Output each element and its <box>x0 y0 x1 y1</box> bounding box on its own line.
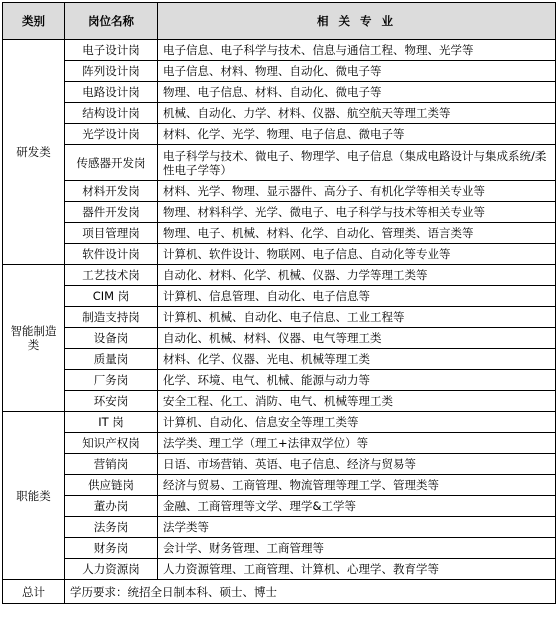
recruitment-table <box>2 2 556 604</box>
position-cell: 人力资源岗 <box>65 559 158 580</box>
major-cell: 计算机、自动化、信息安全等理工类等 <box>158 412 556 433</box>
position-cell: 法务岗 <box>65 517 158 538</box>
major-cell: 材料、光学、物理、显示器件、高分子、有机化学等相关专业等 <box>158 181 556 202</box>
position-cell: 董办岗 <box>65 496 158 517</box>
table-row <box>3 265 556 286</box>
major-cell: 人力资源管理、工商管理、计算机、心理学、教育学等 <box>158 559 556 580</box>
table-row <box>3 349 556 370</box>
position-cell: 厂务岗 <box>65 370 158 391</box>
major-cell: 化学、环境、电气、机械、能源与动力等 <box>158 370 556 391</box>
education-requirement: 学历要求：统招全日制本科、硕士、博士 <box>65 580 556 604</box>
major-cell: 安全工程、化工、消防、电气、机械等理工类 <box>158 391 556 412</box>
table-row <box>3 454 556 475</box>
header-category: 类别 <box>3 3 65 40</box>
category-cell-rd: 研发类 <box>3 40 65 265</box>
table-row <box>3 223 556 244</box>
table-row <box>3 412 556 433</box>
major-cell: 自动化、机械、材料、仪器、电气等理工类 <box>158 328 556 349</box>
position-cell: CIM 岗 <box>65 286 158 307</box>
major-cell: 计算机、信息管理、自动化、电子信息等 <box>158 286 556 307</box>
table-row <box>3 496 556 517</box>
position-cell: 营销岗 <box>65 454 158 475</box>
table-row <box>3 328 556 349</box>
table-row <box>3 244 556 265</box>
position-cell: IT 岗 <box>65 412 158 433</box>
table-row <box>3 433 556 454</box>
major-cell: 日语、市场营销、英语、电子信息、经济与贸易等 <box>158 454 556 475</box>
header-major: 相 关 专 业 <box>158 3 556 40</box>
table-row <box>3 559 556 580</box>
position-cell: 阵列设计岗 <box>65 61 158 82</box>
position-cell: 工艺技术岗 <box>65 265 158 286</box>
table-row <box>3 103 556 124</box>
major-cell: 机械、自动化、力学、材料、仪器、航空航天等理工类等 <box>158 103 556 124</box>
major-cell: 物理、电子信息、材料、自动化、微电子等 <box>158 82 556 103</box>
table-row <box>3 202 556 223</box>
major-cell: 物理、电子、机械、材料、化学、自动化、管理类、语言类等 <box>158 223 556 244</box>
major-cell: 经济与贸易、工商管理、物流管理等理工学、管理类等 <box>158 475 556 496</box>
position-cell: 供应链岗 <box>65 475 158 496</box>
major-cell: 金融、工商管理等文学、理学&工学等 <box>158 496 556 517</box>
header-position: 岗位名称 <box>65 3 158 40</box>
major-cell: 电子科学与技术、微电子、物理学、电子信息（集成电路设计与集成系统/柔性电子学等） <box>158 145 556 181</box>
position-cell: 电路设计岗 <box>65 82 158 103</box>
table-row <box>3 370 556 391</box>
major-cell: 自动化、材料、化学、机械、仪器、力学等理工类等 <box>158 265 556 286</box>
table-row <box>3 181 556 202</box>
major-cell: 材料、化学、光学、物理、电子信息、微电子等 <box>158 124 556 145</box>
position-cell: 传感器开发岗 <box>65 145 158 181</box>
major-cell: 计算机、机械、自动化、电子信息、工业工程等 <box>158 307 556 328</box>
table-row <box>3 40 556 61</box>
major-cell: 电子信息、电子科学与技术、信息与通信工程、物理、光学等 <box>158 40 556 61</box>
header-row <box>3 3 556 40</box>
major-cell: 会计学、财务管理、工商管理等 <box>158 538 556 559</box>
position-cell: 电子设计岗 <box>65 40 158 61</box>
position-cell: 项目管理岗 <box>65 223 158 244</box>
position-cell: 软件设计岗 <box>65 244 158 265</box>
table-row <box>3 124 556 145</box>
position-cell: 财务岗 <box>65 538 158 559</box>
table-row <box>3 145 556 181</box>
category-cell-functional: 职能类 <box>3 412 65 580</box>
position-cell: 光学设计岗 <box>65 124 158 145</box>
position-cell: 环安岗 <box>65 391 158 412</box>
major-cell: 计算机、软件设计、物联网、电子信息、自动化等专业等 <box>158 244 556 265</box>
position-cell: 质量岗 <box>65 349 158 370</box>
table-row <box>3 61 556 82</box>
table-row <box>3 475 556 496</box>
table-row <box>3 286 556 307</box>
category-cell-manufacturing: 智能制造类 <box>3 265 65 412</box>
major-cell: 材料、化学、仪器、光电、机械等理工类 <box>158 349 556 370</box>
major-cell: 物理、材料科学、光学、微电子、电子科学与技术等相关专业等 <box>158 202 556 223</box>
position-cell: 器件开发岗 <box>65 202 158 223</box>
major-cell: 电子信息、材料、物理、自动化、微电子等 <box>158 61 556 82</box>
position-cell: 知识产权岗 <box>65 433 158 454</box>
position-cell: 结构设计岗 <box>65 103 158 124</box>
table-row <box>3 517 556 538</box>
table-row <box>3 391 556 412</box>
total-label: 总计 <box>3 580 65 604</box>
major-cell: 法学类等 <box>158 517 556 538</box>
position-cell: 设备岗 <box>65 328 158 349</box>
table-row <box>3 82 556 103</box>
table-row <box>3 538 556 559</box>
major-cell: 法学类、理工学（理工+法律双学位）等 <box>158 433 556 454</box>
total-row <box>3 580 556 604</box>
position-cell: 制造支持岗 <box>65 307 158 328</box>
position-cell: 材料开发岗 <box>65 181 158 202</box>
table-row <box>3 307 556 328</box>
